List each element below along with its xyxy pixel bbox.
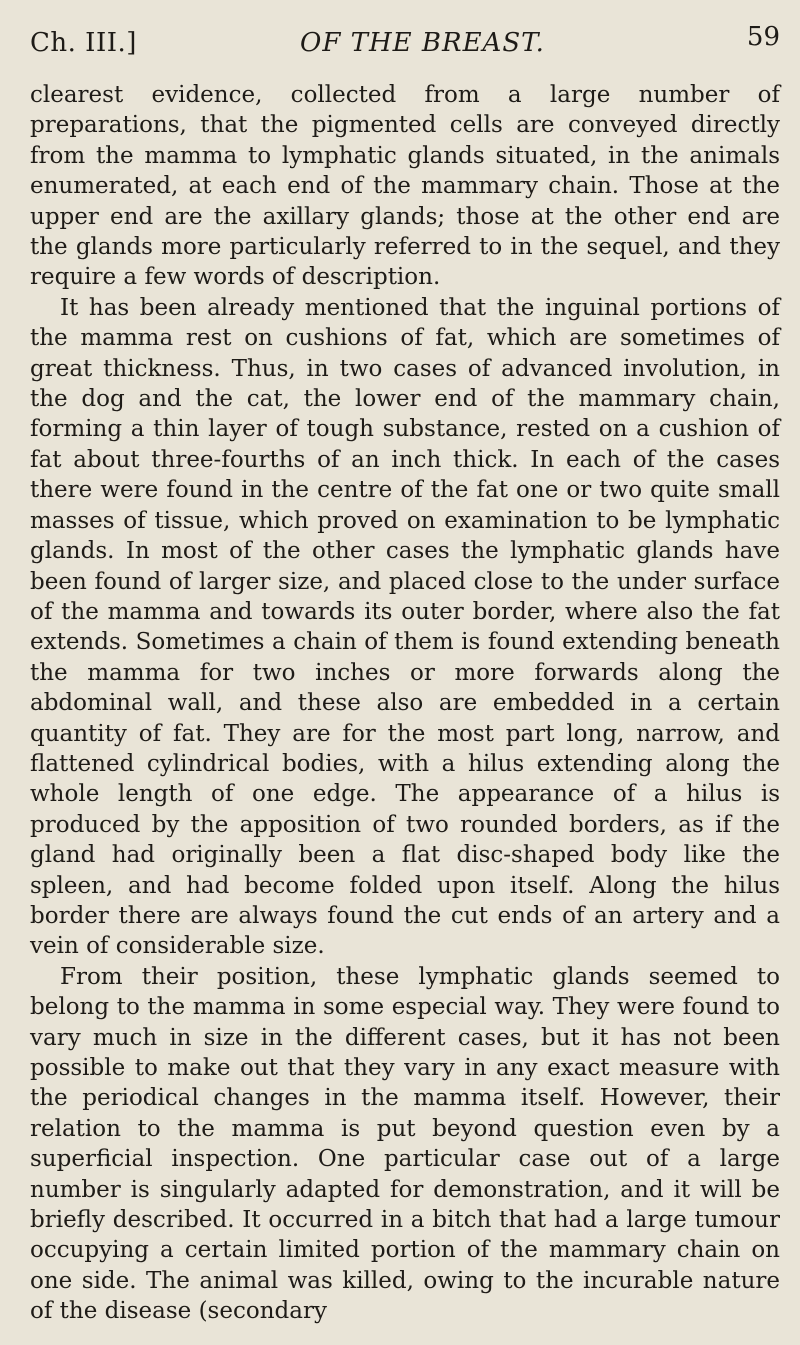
page-header [30,22,780,80]
paragraph-1: clearest evidence, collected from a large number of preparations, that the pigmented cells are conveyed directly from the mamma to lymphatic glands situated, in the animals enumerated, at each end of the mammary chain. Those at the upper end are the axillary glands; those at the other end are the glands more particularly referred to in the sequel, and they require a few words of description. [30,82,780,291]
page-number: 59 [746,22,780,52]
running-title: OF THE BREAST. [300,28,545,58]
paragraph-2: It has been already mentioned that the inguinal portions of the mamma rest on cushions of fat, which are sometimes of great thickness. Thus, in two cases of advanced involution, in the dog and the cat, the lower end of the mammary chain, forming a thin layer of tough substance, rested on a cushion of fat about three-fourths of an inch thick. In each of the cases there were found in the centre of the fat one or two quite small masses of tissue, which proved on examination to be lymphatic glands. In most of the other cases the lymphatic glands have been found of larger size, and placed close to the under surface of the mamma and towards its outer border, where also the fat extends. Sometimes a chain of them is found extending beneath the mamma for two inches or more forwards along the abdominal wall, and these also are embedded in a certain quantity of fat. They are for the most part long, narrow, and flattened cylindrical bodies, with a hilus extending along the whole length of one edge. The appearance of a hilus is produced by the apposition of two rounded borders, as if the gland had originally been a flat disc-shaped body like the spleen, and had become folded upon itself. Along the hilus border there are always found the cut ends of an artery and a vein of considerable size. [30,294,780,960]
body-text [30,80,780,1327]
chapter-marker: Ch. III.] [30,28,137,58]
paragraph-3: From their position, these lymphatic glands seemed to belong to the mamma in some especial way. They were found to vary much in size in the different cases, but it has not been possible to make out that they vary in any exact measure with the periodical changes in the mamma itself. However, their relation to the mamma is put beyond question even by a superficial inspection. One particular case out of a large number is singularly adapted for demonstration, and it will be briefly described. It occurred in a bitch that had a large tumour occupying a certain limited portion of the mammary chain on one side. The animal was killed, owing to the incurable nature of the disease (secondary [30,963,780,1325]
